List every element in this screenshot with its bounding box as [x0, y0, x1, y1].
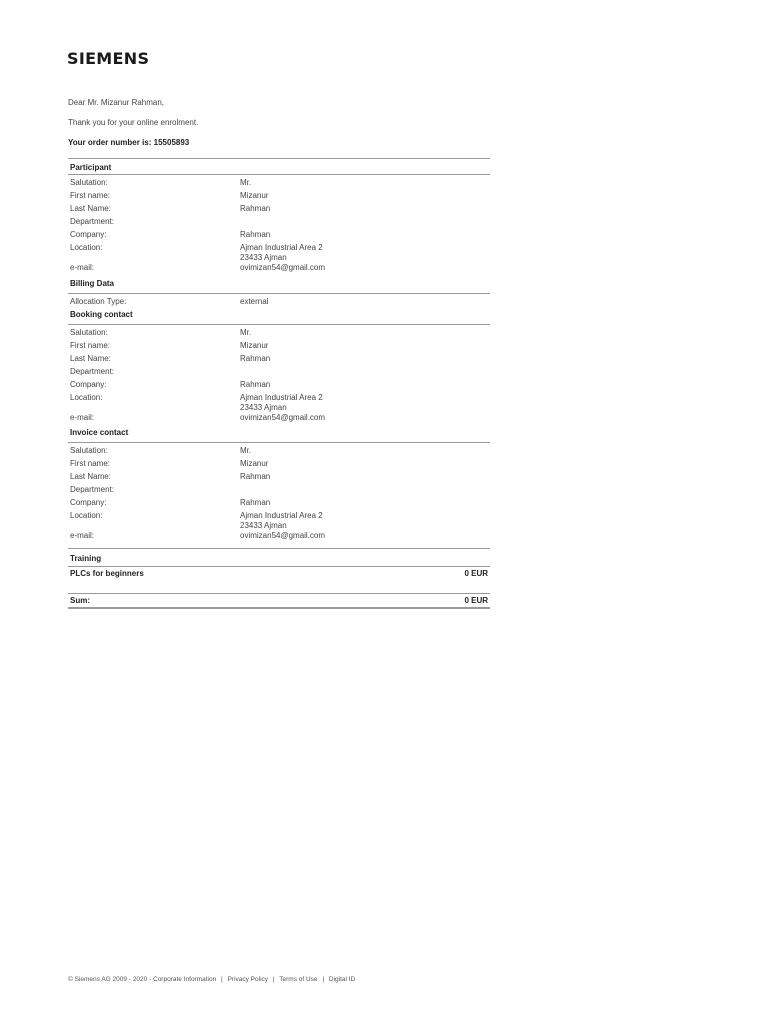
label: e-mail: — [70, 531, 95, 540]
participant-location-row — [68, 243, 490, 263]
value: Rahman — [240, 230, 271, 239]
value: Rahman — [240, 498, 271, 507]
footer — [68, 976, 355, 983]
location-line-2: 23433 Ajman — [240, 402, 287, 412]
booking-salutation-row — [68, 328, 490, 341]
location-line-1: Ajman Industrial Area 2 — [240, 511, 323, 520]
booking-contact-section — [68, 308, 490, 426]
course-price: 0 EUR — [464, 569, 488, 578]
booking-company-row — [68, 380, 490, 393]
label: First name: — [70, 191, 111, 200]
participant-first-name-row — [68, 191, 490, 204]
label: Department: — [70, 217, 115, 226]
participant-company-row — [68, 230, 490, 243]
location-line-2: 23433 Ajman — [240, 520, 287, 530]
invoice-location-row — [68, 511, 490, 531]
value: ovimizan54@gmail.com — [240, 531, 326, 540]
siemens-logo: SIEMENS — [67, 49, 150, 68]
invoice-department-row — [68, 485, 490, 498]
label: Salutation: — [70, 178, 108, 187]
booking-department-row — [68, 367, 490, 380]
label: Company: — [70, 380, 107, 389]
value: Rahman — [240, 354, 271, 363]
location-line-2: 23433 Ajman — [240, 252, 287, 262]
label: Last Name: — [70, 354, 111, 363]
invoice-contact-section — [68, 426, 490, 544]
copyright-corporate-link[interactable]: © Siemens AG 2009 - 2020 - Corporate Information — [68, 976, 217, 983]
separator: | — [272, 976, 275, 983]
label: Location: — [70, 393, 103, 402]
label: Company: — [70, 230, 107, 239]
invoice-contact-heading: Invoice contact — [68, 426, 490, 443]
participant-section — [68, 158, 490, 276]
booking-first-name-row — [68, 341, 490, 354]
booking-email-row — [68, 413, 490, 426]
label: First name: — [70, 341, 111, 350]
value — [240, 393, 323, 412]
label: Allocation Type: — [70, 297, 127, 306]
participant-salutation-row — [68, 178, 490, 191]
thanks-text: Thank you for your online enrolment. — [68, 118, 199, 127]
label: e-mail: — [70, 413, 95, 422]
value: Rahman — [240, 204, 271, 213]
label: e-mail: — [70, 263, 95, 272]
label: Salutation: — [70, 446, 108, 455]
label: Department: — [70, 367, 115, 376]
location-line-1: Ajman Industrial Area 2 — [240, 243, 323, 252]
sum-label: Sum: — [70, 596, 90, 605]
value — [240, 511, 323, 530]
training-heading: Training — [68, 548, 490, 567]
training-section — [68, 548, 490, 609]
value: Mr. — [240, 446, 252, 455]
value: Mr. — [240, 328, 252, 337]
digital-id-link[interactable]: Digital ID — [328, 976, 356, 983]
participant-department-row — [68, 217, 490, 230]
invoice-last-name-row — [68, 472, 490, 485]
value: ovimizan54@gmail.com — [240, 263, 326, 272]
participant-last-name-row — [68, 204, 490, 217]
value — [240, 243, 323, 262]
label: Last Name: — [70, 472, 111, 481]
billing-section — [68, 277, 490, 310]
value: Rahman — [240, 380, 271, 389]
participant-heading: Participant — [68, 158, 490, 175]
value: Mizanur — [240, 191, 269, 200]
privacy-policy-link[interactable]: Privacy Policy — [227, 976, 269, 983]
separator: | — [221, 976, 223, 983]
value: Mizanur — [240, 459, 269, 468]
course-name: PLCs for beginners — [70, 569, 144, 578]
invoice-first-name-row — [68, 459, 490, 472]
booking-last-name-row — [68, 354, 490, 367]
label: Last Name: — [70, 204, 111, 213]
label: Salutation: — [70, 328, 108, 337]
label: Location: — [70, 243, 103, 252]
sum-value: 0 EUR — [464, 596, 488, 605]
participant-email-row — [68, 263, 490, 276]
location-line-1: Ajman Industrial Area 2 — [240, 393, 323, 402]
label: Location: — [70, 511, 103, 520]
label: Company: — [70, 498, 107, 507]
value: Mr. — [240, 178, 252, 187]
sum-row — [68, 594, 490, 609]
greeting: Dear Mr. Mizanur Rahman, — [68, 98, 165, 107]
order-number: Your order number is: 15505893 — [68, 138, 190, 147]
billing-heading: Billing Data — [68, 277, 490, 294]
training-course-row — [68, 567, 490, 581]
value: Rahman — [240, 472, 271, 481]
invoice-salutation-row — [68, 446, 490, 459]
label: Department: — [70, 485, 115, 494]
terms-of-use-link[interactable]: Terms of Use — [279, 976, 318, 983]
booking-contact-heading: Booking contact — [68, 308, 490, 325]
value: ovimizan54@gmail.com — [240, 413, 326, 422]
value: external — [240, 297, 269, 306]
label: First name: — [70, 459, 111, 468]
invoice-email-row — [68, 531, 490, 544]
separator: | — [322, 976, 325, 983]
invoice-company-row — [68, 498, 490, 511]
booking-location-row — [68, 393, 490, 413]
value: Mizanur — [240, 341, 269, 350]
